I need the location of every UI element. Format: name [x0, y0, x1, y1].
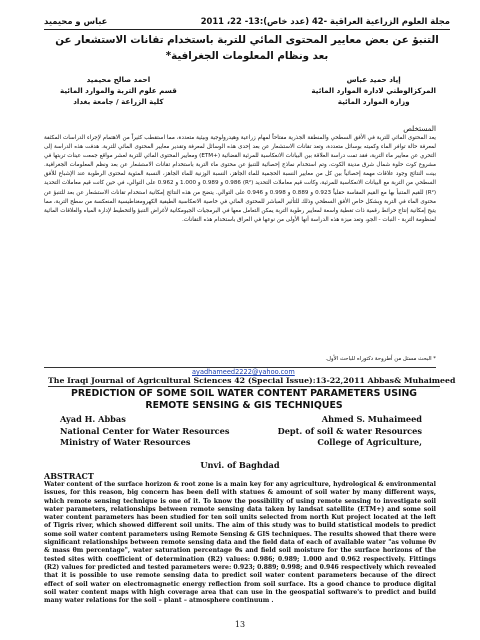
english-author-1 — [60, 414, 229, 449]
author-affiliation: وزارة الموارد المائية — [337, 97, 410, 106]
university: Unvi. of Baghdad — [200, 460, 280, 470]
author-affiliation: Dept. of soil & water Resources — [277, 425, 422, 436]
journal-citation-ar: مجلة العلوم الزراعية العراقية -42 (عدد خاص):13- 22، 2011 — [200, 16, 450, 26]
author-name: احمد صالح محيميد — [86, 75, 151, 84]
arabic-title: التنبؤ عن بعض معايير المحتوى المائي للتربة باستخدام تقانات الاستشعار عن بعد ونظام المعلومات الجغرافية* — [55, 34, 439, 62]
author-affiliation: National Center for Water Resources — [60, 425, 230, 436]
running-header — [44, 14, 450, 28]
english-author-2 — [278, 414, 422, 449]
english-authors — [60, 414, 422, 449]
author-email-link[interactable]: ayadhameed2222@yahoo.com — [192, 368, 295, 376]
author-affiliation: المركزالوطني لادارة الموارد المائية — [311, 86, 436, 95]
author-name: Ahmed S. Muhaimeed — [321, 414, 422, 424]
arabic-abstract: يعد المحتوى المائي للتربة في الأفق السطحي والمنطقة الجذرية مفتاحاً لمهام زراعية وهيدرولوجية وبيئية متعددة، مما استقطب كثيراً من الاهتمام لإجراء الدراسات المكثفة لمعرفة حالة توافر الماء وكميته بوسائل متعددة، وتعد تقانات الاستشعار عن بعد إحدى هذه الوسائل لمعرفة وتقدير معايير المحتوى المائي للتربة. هدفت هذه الدراسة إلى التحري عن معايير ماء التربة، فقد تمت دراسة العلاقة بين البيانات الانعكاسية للمرئية الفضائية (+ETM) ومعايير المحتوى المائي للتربة لعشر مواقع جمعت عينات تربتها في مشروع كوت حلوة شمال شرق مدينة الكوت، وتم استخدام نماذج إحصائية للتنبؤ عن محتوى ماء التربة باستخدام تقانات الاستشعار عن بعد ونظم المعلومات الجغرافية. بينت النتائج وجود علاقات مهمة إحصائياً بين كل من معايير النسبة الحجمية للماء الجاهز، النسبة الوزنية للماء الجاهز، النسبة المئوية لمحتوى الرطوبة عند الإشباع للأفق السطحي من التربة مع البيانات الانعكاسية للمرئية، وكانت قيم معاملات التحديد (R²) 0.986 و 0.989 و 1.000 و 0.962 على التوالي، في حين كانت قيم معاملات التحديد (R²) للقيم المتنبأ بها مع القيم المقاسة حقلياً 0.923 و 0.889 و 0.998 و 0.946 على التوالي. يتضح من هذه النتائج إمكانية استخدام تقانات الاستشعار عن بعد للتنبؤ عن محتوى الماء في التربة وبشكل خاص الأفق السطحي وذلك للتأثير المباشر للمحتوى المائي في خاصية الانعكاسية الطيفية الكهرومغناطيسية المنعكسة من سطح التربة، مما يتيح إمكانية إنتاج خرائط رقمية ذات تغطية واسعة لمعايير رطوبة التربة يمكن التعامل معها في البرمجيات الجيومكانية لأغراض التنبؤ والتخطيط لإدارة المياه والعلاقات المائية لمنظومة التربة - النبات - الجو، وتعد ميزة هذه الدراسة أنها الأولى من نوعها في العراق باستخدام هذه التقانات. — [44, 135, 437, 223]
author-affiliation: كلية الزراعة / جامعة بغداد — [73, 97, 164, 106]
arabic-author-2 — [60, 74, 177, 120]
arabic-footnote: * البحث مستل من أطروحة دكتوراه للباحث الأول. — [325, 356, 436, 362]
arabic-authors — [60, 74, 436, 120]
author-name: Ayad H. Abbas — [60, 414, 126, 424]
journal-line-rule — [48, 386, 440, 387]
english-abstract: Water content of the surface horizon & root zone is a main key for any agriculture, hydrological & environmental issues, for this reason, big concern has been dell with statues & amount of soil water by many different ways, which remote sensing technique is one of it. To know the possibility of using remote sensing to investigate soil water parameters, relationships between remote sensing data taken by landsat satellite (ETM+) and some soil water content parameters has been studied for ten soil units selected from north Kut project located at the left of Tigris river, which showed different soil units. The aim of this study was to build statistical models to predict some soil water content parameters using Remote Sensing & GIS techniques. The results showed that there were significant relationships between remote sensing data and the field data of each of available water "as volume θv & mass θm percentage", water saturation percentage θs and field soil moisture for the surface horizons of the tested sites with coefficient of determination (R2) values: 0.986; 0.989; 1.000 and 0.962 respectively. Fittings (R2) values for predicted and tested parameters were: 0.923; 0.889; 0.998; and 0.946 respectively which revealed that it is possible to use remote sensing data to predict soil water content parameters because of the direct effect of soil water on electromagnetic energy reflection from soil surface. Its a good chance to produce digital soil water content maps with high coverage area that can use in the geospatial software's to predict and build many water relations for the soil – plant – atmosphere continuum . — [44, 481, 436, 605]
authors-short-ar: عباس و محيميد — [44, 16, 108, 26]
author-affiliation: College of Agriculture, — [317, 437, 422, 447]
arabic-abstract-heading: المستخلص — [403, 124, 436, 133]
author-affiliation: Ministry of Water Resources — [60, 437, 191, 447]
english-abstract-heading: ABSTRACT — [44, 471, 94, 481]
author-affiliation: قسم علوم التربة والموارد المائية — [60, 86, 177, 95]
author-name: إياد حميد عباس — [346, 75, 401, 84]
header-rule — [44, 29, 450, 30]
english-title: PREDICTION OF SOME SOIL WATER CONTENT PARAMETERS USING REMOTE SENSING & GIS TECHNIQUES — [70, 388, 418, 411]
arabic-author-1 — [311, 74, 436, 120]
english-journal-line: The Iraqi Journal of Agricultural Sciences 42 (Special Issue):13-22,2011 Abbas& Muhaimeed — [48, 376, 456, 385]
page-number: 13 — [234, 620, 246, 629]
